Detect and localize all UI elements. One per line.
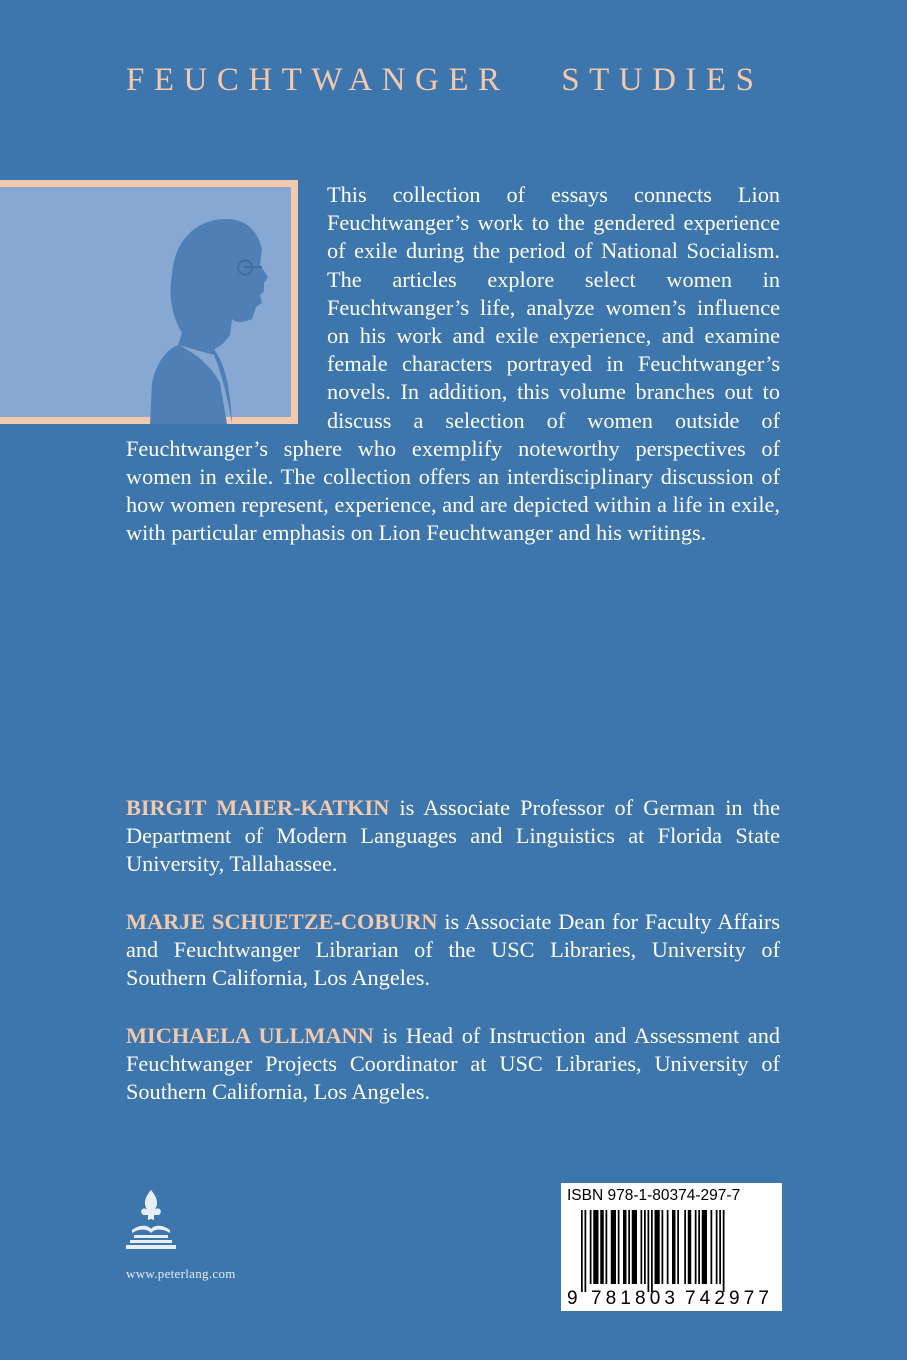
editor-name: BIRGIT MAIER-KATKIN bbox=[126, 795, 390, 820]
barcode-bar bbox=[651, 1210, 653, 1292]
barcode-digit-lead: 9 bbox=[567, 1288, 578, 1307]
barcode-bar bbox=[716, 1210, 718, 1284]
editor-name: MICHAELA ULLMANN bbox=[126, 1023, 374, 1048]
barcode-bar bbox=[623, 1210, 627, 1284]
barcode-bar bbox=[719, 1210, 721, 1284]
blurb-paragraph bbox=[126, 181, 780, 548]
barcode-bar bbox=[648, 1210, 650, 1292]
barcode-digits-left: 781803 bbox=[591, 1288, 675, 1307]
editor-bio-text: is Associate Dean for Faculty Affairs and Feuchtwanger Librarian of the USC Libraries, University of Southern California, Los Angeles. bbox=[126, 909, 780, 991]
editor-bio-3 bbox=[126, 1022, 780, 1107]
barcode-bar bbox=[667, 1210, 669, 1284]
editor-bio-text: is Associate Professor of German in the Department of Modern Languages and Linguistics at Florida State University, Tallahassee. bbox=[126, 795, 780, 877]
barcode-bar bbox=[655, 1210, 660, 1284]
barcode-bar bbox=[698, 1210, 700, 1284]
barcode-bar bbox=[641, 1210, 643, 1284]
barcode-bar bbox=[723, 1210, 725, 1292]
barcode-bar bbox=[618, 1210, 620, 1284]
editor-bio-1 bbox=[126, 794, 780, 879]
barcode-bar bbox=[611, 1210, 616, 1284]
barcode-bar bbox=[684, 1210, 686, 1284]
barcode-bar bbox=[593, 1210, 598, 1284]
barcode-bar bbox=[662, 1210, 664, 1284]
barcode-bar bbox=[711, 1210, 713, 1284]
publisher-url[interactable]: www.peterlang.com bbox=[126, 1266, 236, 1281]
barcode-bar bbox=[644, 1210, 646, 1284]
barcode-bar bbox=[581, 1210, 583, 1292]
barcode-bar bbox=[677, 1210, 679, 1284]
editor-bio-2 bbox=[126, 908, 780, 993]
peter-lang-logo-icon bbox=[126, 1188, 176, 1263]
isbn-label: ISBN 978-1-80374-297-7 bbox=[567, 1187, 741, 1204]
barcode-bar bbox=[688, 1210, 692, 1284]
editor-name: MARJE SCHUETZE-COBURN bbox=[126, 909, 438, 934]
editor-bio-text: is Head of Instruction and Assessment and Feuchtwanger Projects Coordinator at USC Libraries, University of Southern California, Los Angeles. bbox=[126, 1023, 781, 1105]
barcode-bar bbox=[600, 1210, 604, 1284]
barcode-bar bbox=[702, 1210, 707, 1284]
blurb-text: This collection of essays connects Lion Feuchtwanger’s work to the gendered experience of exile during the period of National Socialism. The articles explore select women in Feuchtwanger’s life, analyze women’s influence on his work and exile experience, and examine female characters portrayed in Feuchtwanger’s novels. In addition, this volume branches out to discuss a selection of women outside of Feuchtwanger’s sphere who exemplify noteworthy perspectives of women in exile. The collection offers an interdisciplinary discussion of how women represent, experience, and are depicted within a life in exile, with particular emphasis on Lion Feuchtwanger and his writings. bbox=[126, 182, 780, 546]
barcode-box bbox=[561, 1183, 782, 1311]
barcode-bar bbox=[606, 1210, 608, 1284]
barcode-bar bbox=[672, 1210, 676, 1284]
barcode-bar bbox=[632, 1210, 637, 1284]
barcode-bar bbox=[628, 1210, 630, 1284]
barcode-bar bbox=[590, 1210, 592, 1284]
barcode-bar bbox=[585, 1210, 587, 1292]
barcode bbox=[567, 1210, 776, 1307]
series-title: FEUCHTWANGER STUDIES bbox=[126, 62, 764, 98]
barcode-bar bbox=[695, 1210, 697, 1284]
barcode-digits-right: 742977 bbox=[685, 1288, 769, 1307]
